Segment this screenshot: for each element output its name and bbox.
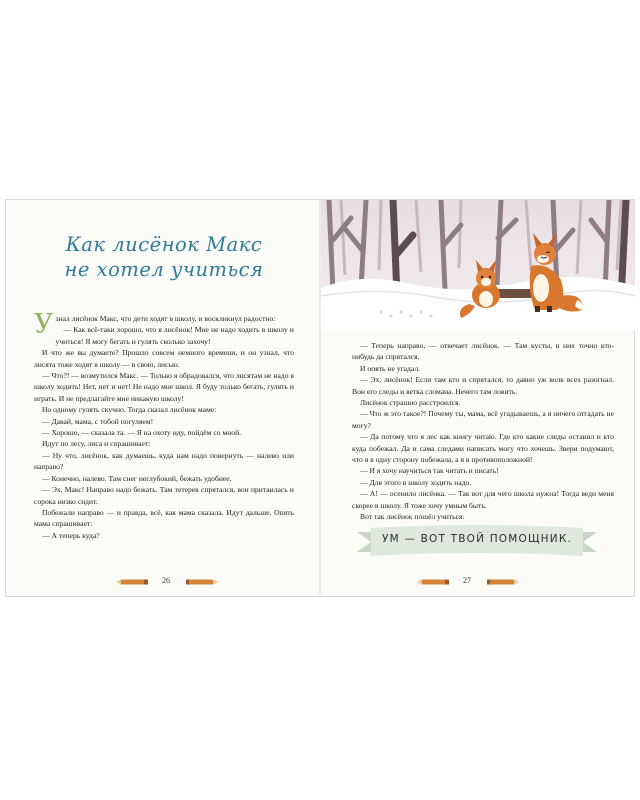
pencil-icon xyxy=(417,579,449,585)
paragraph: — Эх, лисёнок! Если там кто и спрятался, то давно уж волк всех разогнал. Вон его следы и ветка сломана. Нечего там ловить. xyxy=(352,375,614,396)
paragraph: Побежали направо — и правда, всё, как мама сказала. Идут дальше. Опять мама спрашивает: xyxy=(34,507,294,529)
paragraph: — А! — осенило лисёнка. — Так вот для чего школа нужна! Тогда веди меня скорее в школу. Я тоже хочу умным быть. xyxy=(352,489,614,510)
title-line-1: Как лисёнок Макс xyxy=(65,233,263,256)
motto-banner xyxy=(357,522,597,562)
title-line-2: не хотел учиться xyxy=(64,258,264,281)
paragraph: — Эх, Макс! Направо надо бежать. Там тетерев спрятался, вон притаилась и сорока низко сидит. xyxy=(34,485,294,506)
paragraph: — Ну что, лисёнок, как думаешь, куда нам надо повернуть — налево или направо? xyxy=(34,450,294,472)
page-number: 26 xyxy=(162,576,170,585)
paragraph: Но одному гулять скучно. Тогда сказал лисёнок маме: xyxy=(42,405,217,415)
paragraph: Вот так лисёнок пошёл учиться. xyxy=(360,512,465,522)
paragraph: — Конечно, налево. Там снег неглубокий, бежать удобнее. xyxy=(42,473,232,483)
book-spread xyxy=(5,199,635,597)
paragraph: — Теперь направо, — отвечает лисёнок. — Там кусты, в них точно кто-нибудь да спрятался. xyxy=(352,341,614,362)
paragraph: — Что ж это такое?! Почему ты, мама, всё угадываешь, а я ничего отгадать не могу? xyxy=(352,409,614,430)
pencil-icon xyxy=(116,579,148,585)
paragraph: — А теперь куда? xyxy=(42,530,100,540)
left-text-column xyxy=(34,309,294,541)
left-page xyxy=(6,200,320,596)
drop-cap: У xyxy=(34,309,54,340)
paragraph: — Да потому что я лес как книгу читаю. Где кто какие следы оставил и кто куда побежал. Да и сама следами написать могу что хочешь. Звери подумают, что я в одну сторону побежала, а я в противоположной! xyxy=(352,432,614,465)
pencil-icon xyxy=(186,579,218,585)
paragraph: И опять не угадал. xyxy=(360,363,421,373)
paragraph: Узнал лисёнок Макс, что дети ходят в школу, и воскликнул радостно: xyxy=(34,309,276,340)
paragraph: — Как всё-таки хорошо, что я лисёнок! Мне не надо ходить в школу и учиться! Я могу бегать и гулять сколько захочу! xyxy=(55,325,294,346)
pencil-icon xyxy=(487,579,519,585)
motto-text: УМ — ВОТ ТВОЙ ПОМОЩНИК. xyxy=(381,533,573,545)
paragraph: — И я хочу научиться так читать и писать! xyxy=(360,466,499,476)
paragraph: — Для этого в школу ходить надо. xyxy=(360,477,472,487)
right-text-column xyxy=(352,340,614,523)
left-folio xyxy=(116,576,226,588)
paragraph: — Что?! — возмутился Макс. — Только я обрадовался, что лисятам не надо в школу ходить! Нет, нет и нет! Не надо мне школ. Я буду только бегать, гулять и играть. И не предлагайте мне никакую школу! xyxy=(34,371,294,403)
paragraph: И что же вы думаете? Прошло совсем немного времени, и он узнал, что лисята тоже ходят в школу — в свою, лисью. xyxy=(34,348,294,369)
paragraph: Идут по лесу, лиса и спрашивает: xyxy=(42,439,151,449)
fox-forest-illustration xyxy=(321,200,635,330)
paragraph: Лисёнок страшно расстроился. xyxy=(360,398,461,408)
paragraph: — Хорошо, — сказала та. — Я на охоту иду, пойдём со мной. xyxy=(42,428,242,438)
paragraph: — Давай, мама, с тобой погуляем! xyxy=(42,416,154,426)
right-page xyxy=(321,200,635,596)
page-number: 27 xyxy=(463,576,471,585)
story-title xyxy=(34,232,294,282)
right-folio xyxy=(417,576,527,588)
